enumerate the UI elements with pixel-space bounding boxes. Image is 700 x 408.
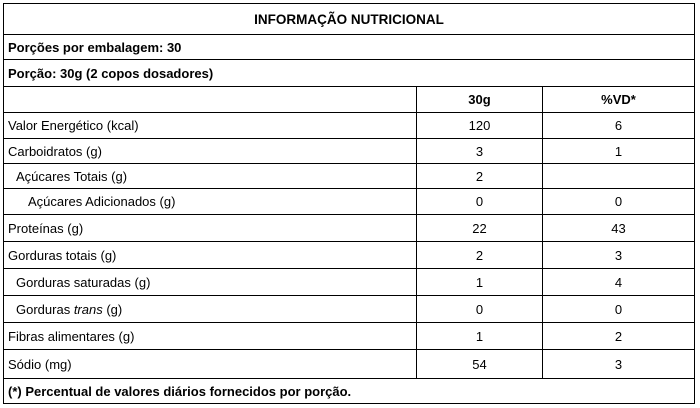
table-row — [4, 295, 694, 322]
nutrient-amount: 22 — [417, 215, 543, 241]
nutrient-dv: 3 — [614, 247, 623, 263]
nutrient-amount: 2 — [417, 164, 543, 188]
table-title: INFORMAÇÃO NUTRICIONAL — [254, 11, 444, 27]
nutrient-dv: 6 — [614, 118, 623, 133]
nutrient-amount: 54 — [417, 350, 543, 378]
table-row — [4, 214, 694, 241]
servings-row — [4, 34, 694, 59]
table-row — [4, 188, 694, 214]
nutrient-amount: 1 — [417, 269, 543, 295]
nutrient-dv: 3 — [614, 356, 623, 372]
nutrient-amount: 3 — [417, 139, 543, 163]
nutrient-dv: 43 — [611, 220, 626, 236]
column-header-nutrient — [4, 87, 417, 112]
nutrient-name-prefix: Gorduras — [16, 301, 74, 317]
nutrient-dv: 1 — [614, 143, 623, 159]
table-row — [4, 112, 694, 138]
nutrient-amount: 2 — [417, 242, 543, 268]
nutrient-amount: 0 — [417, 296, 543, 322]
table-row — [4, 349, 694, 378]
column-header-amount: 30g — [417, 87, 543, 112]
column-header-dv: %VD* — [601, 92, 636, 107]
nutrient-amount: 1 — [417, 323, 543, 349]
table-row — [4, 268, 694, 295]
servings-per-package: Porções por embalagem: 30 — [8, 39, 182, 55]
nutrient-dv: 0 — [614, 194, 623, 209]
nutrient-name-suffix: (g) — [102, 301, 123, 317]
nutrient-name: Valor Energético (kcal) — [4, 113, 417, 138]
serving-size-row — [4, 59, 694, 86]
table-row — [4, 163, 694, 188]
nutrient-name: Fibras alimentares (g) — [4, 323, 417, 349]
nutrient-name: Proteínas (g) — [4, 215, 417, 241]
nutrient-name: Gorduras totais (g) — [4, 242, 417, 268]
nutrition-facts-table — [3, 3, 695, 404]
nutrient-name: Açúcares Totais (g) — [4, 164, 417, 188]
table-row — [4, 138, 694, 163]
nutrient-dv — [543, 164, 694, 188]
footnote: (*) Percentual de valores diários fornecidos por porção. — [8, 383, 352, 399]
nutrient-amount: 120 — [417, 113, 543, 138]
nutrient-dv: 2 — [614, 328, 623, 344]
column-header-row — [4, 86, 694, 112]
nutrient-name: Carboidratos (g) — [4, 139, 417, 163]
table-row — [4, 241, 694, 268]
table-row — [4, 322, 694, 349]
nutrient-name-italic: trans — [73, 301, 103, 317]
nutrient-name: Açúcares Adicionados (g) — [4, 189, 417, 214]
nutrient-name: Sódio (mg) — [4, 350, 417, 378]
nutrient-dv: 4 — [614, 274, 623, 290]
table-title-row — [4, 4, 694, 34]
footnote-row — [4, 378, 694, 403]
nutrient-name — [4, 296, 417, 322]
nutrient-dv: 0 — [614, 301, 623, 317]
nutrient-amount: 0 — [417, 189, 543, 214]
serving-size: Porção: 30g (2 copos dosadores) — [8, 65, 214, 81]
nutrient-name: Gorduras saturadas (g) — [4, 269, 417, 295]
